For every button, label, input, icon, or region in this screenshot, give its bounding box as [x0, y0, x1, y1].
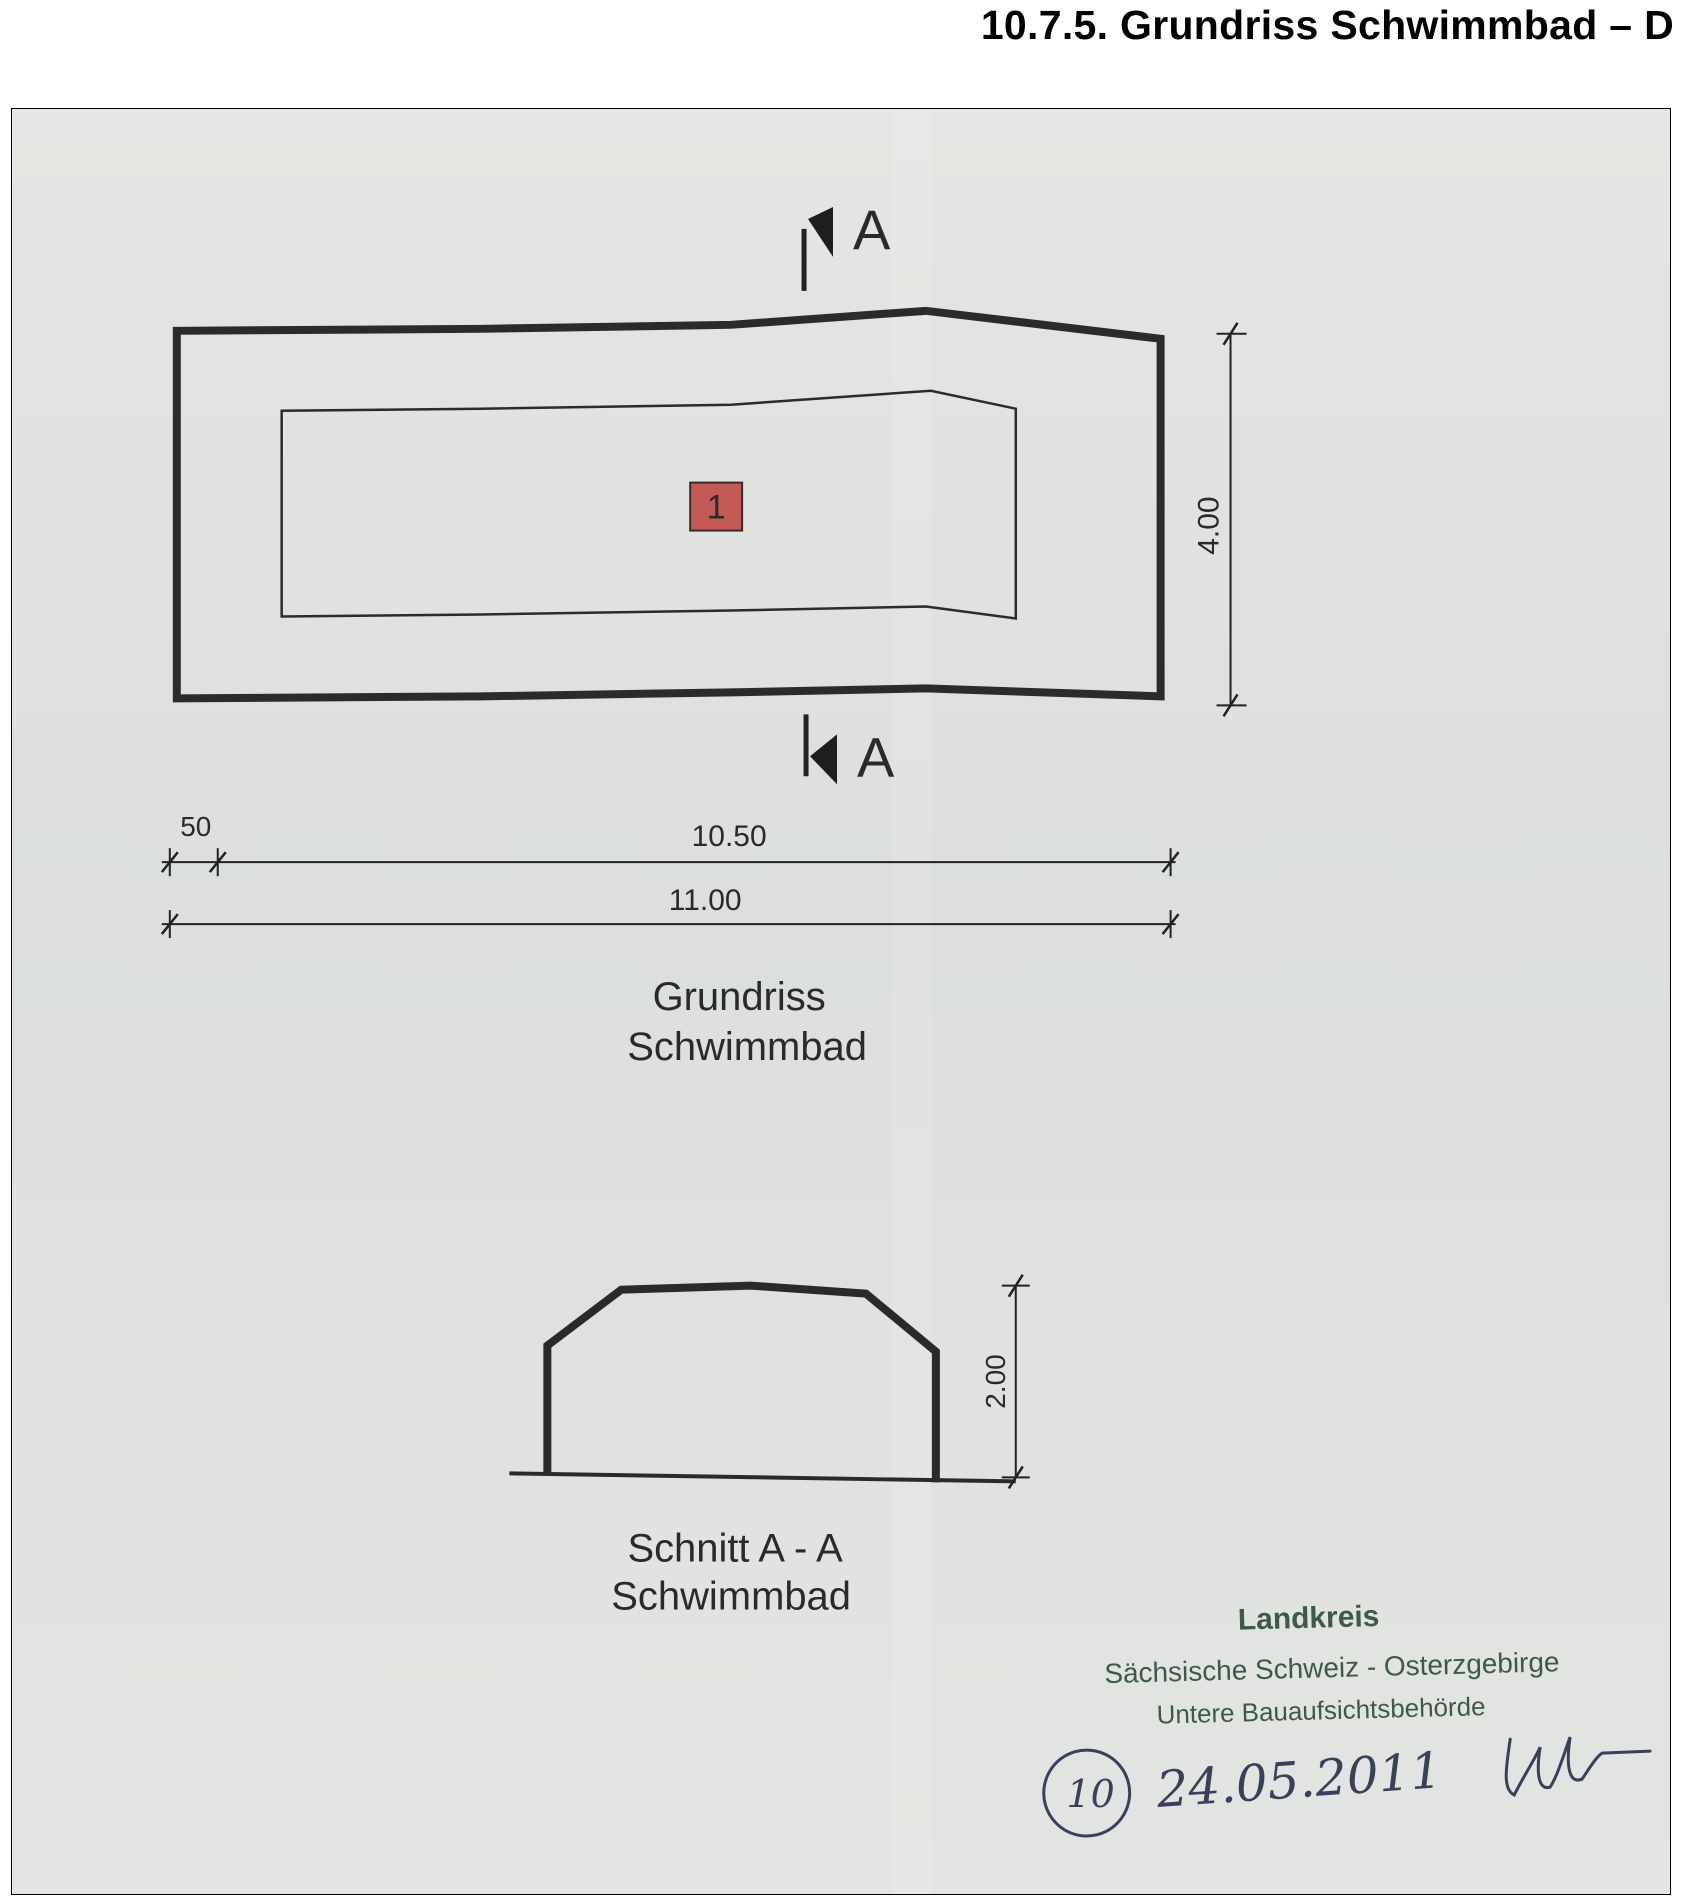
- section-caption-line2: Schwimmbad: [611, 1574, 851, 1619]
- drawing-photo: [11, 108, 1671, 1895]
- outer-wall: [177, 311, 1161, 699]
- plan-caption-line2: Schwimmbad: [627, 1024, 867, 1069]
- authority-stamp: [1103, 1595, 1561, 1731]
- section-view: [509, 1275, 1029, 1619]
- dimension-inner-length: [162, 811, 1179, 876]
- dimension-height-section: [980, 1275, 1030, 1489]
- dimension-height-section-label: 2.00: [979, 1354, 1011, 1409]
- stamp-line1: Landkreis: [1237, 1599, 1380, 1637]
- dimension-total-length-label: 11.00: [668, 884, 742, 918]
- section-marker-top-label: A: [852, 197, 891, 261]
- stamp-line3: Untere Bauaufsichtsbehörde: [1156, 1691, 1486, 1730]
- section-profile: [547, 1286, 936, 1483]
- section-caption-line1: Schnitt A - A: [627, 1526, 843, 1571]
- room-tag-label: 1: [706, 488, 726, 527]
- stamp-number: 10: [1066, 1772, 1115, 1817]
- dimension-height-plan: [1193, 323, 1247, 717]
- dimension-offset-label: 50: [180, 811, 212, 843]
- section-arrow-bottom-icon: [810, 734, 837, 784]
- drawing-canvas: [12, 109, 1670, 1894]
- section-arrow-top-icon: [808, 207, 833, 257]
- page-title: 10.7.5. Grundriss Schwimmbad – D: [980, 2, 1674, 48]
- dimension-inner-length-label: 10.50: [691, 820, 767, 854]
- section-marker-bottom-label: A: [856, 725, 895, 789]
- plan-caption-line1: Grundriss: [652, 974, 826, 1019]
- dimension-height-plan-label: 4.00: [1192, 496, 1226, 555]
- handwritten-approval: [1034, 1737, 1650, 1846]
- signature: [1506, 1737, 1650, 1795]
- floor-plan: [162, 198, 1247, 1069]
- stamp-date: 24.05.2011: [1154, 1741, 1444, 1819]
- dimension-total-length: [162, 884, 1179, 938]
- stamp-line2: Sächsische Schweiz - Osterzgebirge: [1103, 1646, 1560, 1690]
- paper-fold: [891, 109, 931, 1894]
